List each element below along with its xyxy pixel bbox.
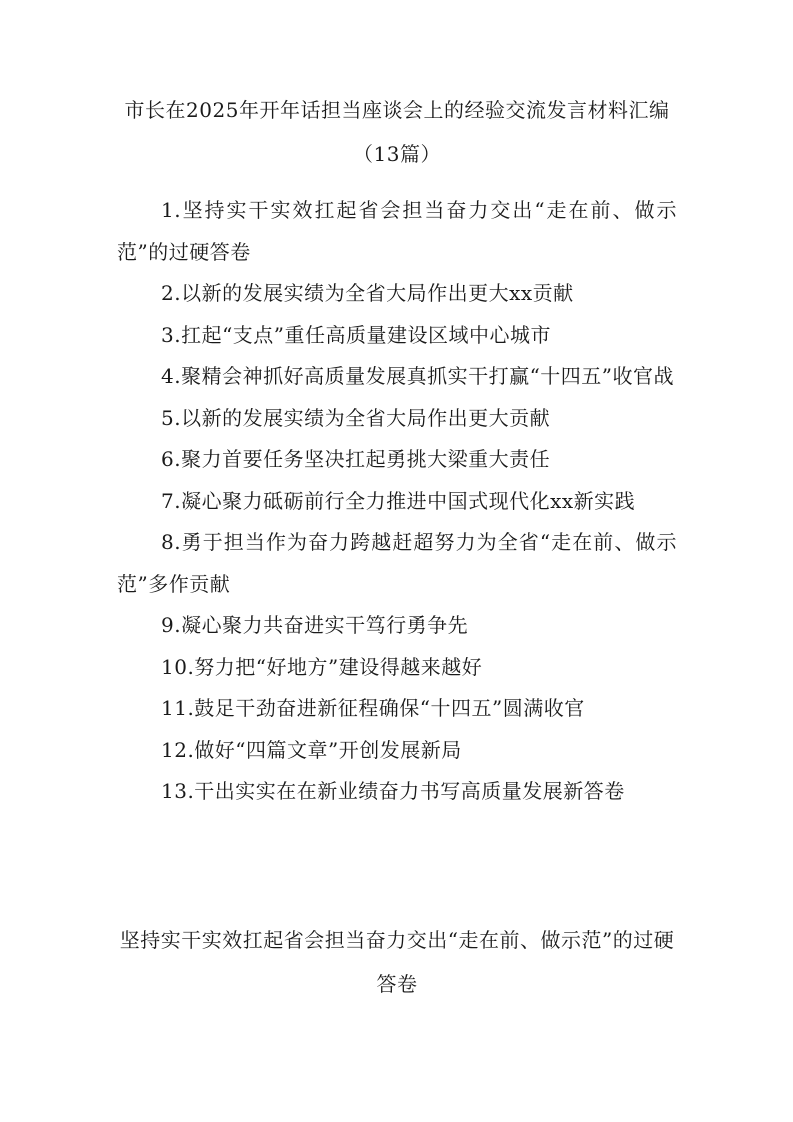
toc-item-1: 1.坚持实干实效扛起省会担当奋力交出“走在前、做示范”的过硬答卷 xyxy=(117,198,677,264)
toc-item-2: 2.以新的发展实绩为全省大局作出更大xx贡献 xyxy=(161,281,574,305)
toc-item-12: 12.做好“四篇文章”开创发展新局 xyxy=(161,737,462,762)
toc-item-10: 10.努力把“好地方”建设得越来越好 xyxy=(161,654,483,679)
document-title: 市长在2025年开年话担当座谈会上的经验交流发言材料汇编（13篇） xyxy=(124,98,670,166)
toc-item-13: 13.干出实实在在新业绩奋力书写高质量发展新答卷 xyxy=(161,779,625,803)
toc-item-9: 9.凝心聚力共奋进实干笃行勇争先 xyxy=(161,613,469,637)
section-heading: 坚持实干实效扛起省会担当奋力交出“走在前、做示范”的过硬答卷 xyxy=(119,928,675,996)
toc-item-5: 5.以新的发展实绩为全省大局作出更大贡献 xyxy=(161,405,551,430)
table-of-contents xyxy=(117,190,677,813)
toc-item-8: 8.勇于担当作为奋力跨越赶超努力为全省“走在前、做示范”多作贡献 xyxy=(117,530,677,596)
toc-item-7: 7.凝心聚力砥砺前行全力推进中国式现代化xx新实践 xyxy=(161,488,636,513)
toc-item-11: 11.鼓足干劲奋进新征程确保“十四五”圆满收官 xyxy=(161,696,585,720)
toc-item-3: 3.扛起“支点”重任高质量建设区域中心城市 xyxy=(161,322,552,347)
toc-item-4: 4.聚精会神抓好高质量发展真抓实干打赢“十四五”收官战 xyxy=(161,364,675,388)
toc-item-6: 6.聚力首要任务坚决扛起勇挑大梁重大责任 xyxy=(161,447,551,471)
